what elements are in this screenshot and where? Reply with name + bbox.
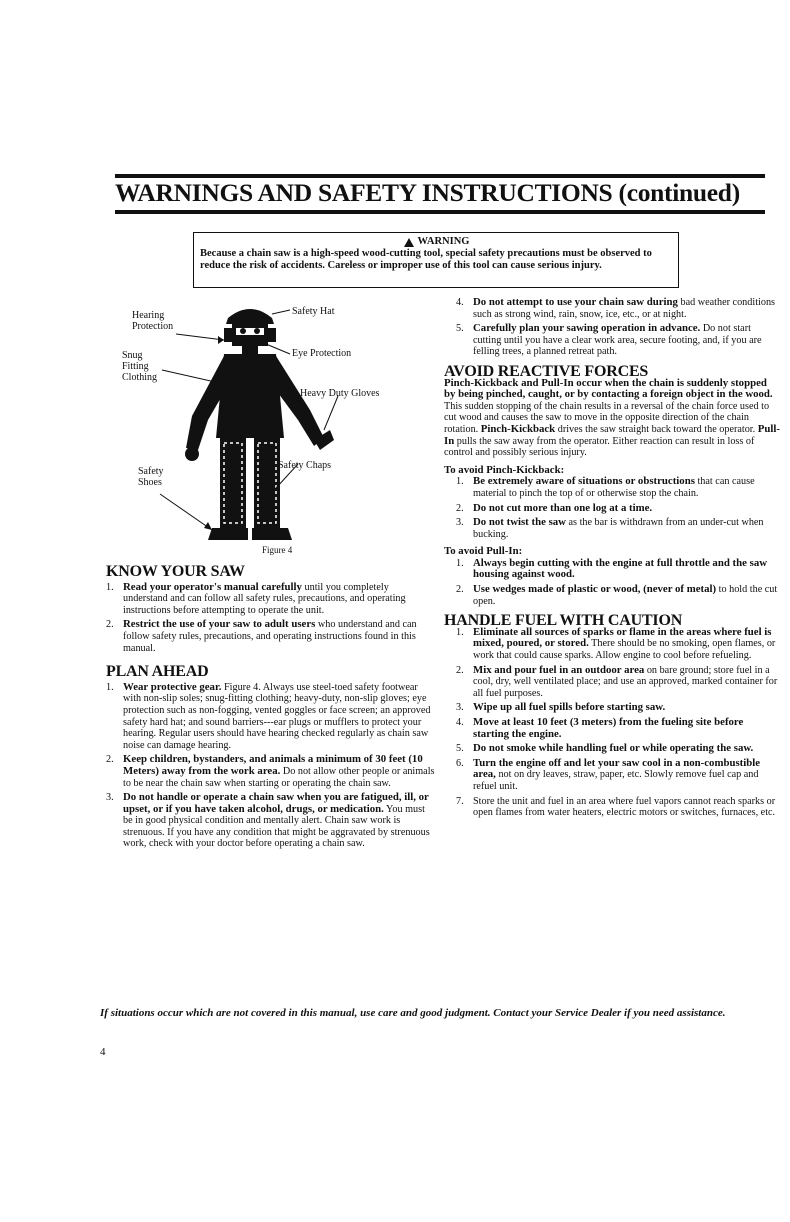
item-number: 7.	[456, 795, 464, 807]
item-number: 1.	[106, 681, 114, 693]
item-text: that can cause material to pinch the top of or otherwise stop the chain.	[473, 476, 755, 499]
item-lead: Do not cut more than one log at a time.	[473, 501, 653, 514]
item-number: 4.	[456, 717, 464, 728]
reactive-forces-paragraph	[444, 378, 780, 459]
plan-ahead-list	[106, 682, 436, 850]
handle-fuel-heading: HANDLE FUEL WITH CAUTION	[444, 612, 683, 630]
pull-in-heading: To avoid Pull-In:	[444, 545, 523, 558]
item-number: 5.	[456, 323, 464, 335]
item-number: 2.	[456, 664, 464, 676]
list-item	[456, 796, 780, 819]
item-text: until you completely understand and can follow all safety rules, precautions, and operating instructions before attempting to operate the unit.	[123, 581, 406, 616]
item-lead: Eliminate all sources of sparks or flame in the areas where fuel is mixed, poured, or stored.	[473, 625, 772, 650]
label-eye-protection: Eye Protection	[292, 348, 352, 359]
item-number: 2.	[106, 754, 114, 766]
item-lead: Read your operator's manual carefully	[123, 580, 302, 593]
item-number: 2.	[106, 619, 114, 631]
item-number: 1.	[456, 626, 464, 638]
left-shoe-shape	[208, 528, 248, 540]
reactive-text-4: Either reaction can result in loss of control and possibly serious injury.	[444, 435, 755, 459]
item-text: Do not allow other people or animals to be near the chain saw when starting or operating the chain saw.	[123, 765, 435, 789]
item-lead: Use wedges made of plastic or wood, (never of metal)	[473, 583, 717, 596]
item-lead: Always begin cutting with the engine at full throttle and the saw housing against wood.	[473, 556, 768, 581]
list-item	[106, 619, 436, 654]
hard-hat-shape	[226, 309, 274, 324]
item-lead: Do not handle or operate a chain saw when you are fatigued, ill, or upset, or if you have taken alcohol, drugs, or medication.	[123, 791, 429, 815]
item-lead: Be extremely aware of situations or obstructions	[473, 475, 695, 488]
list-item	[456, 743, 780, 755]
item-lead: Wear protective gear.	[123, 680, 222, 693]
figure-caption: Figure 4	[262, 545, 293, 555]
plan-ahead-heading: PLAN AHEAD	[106, 663, 209, 681]
item-lead: Turn the engine off and let your saw cool in a non-combustible area,	[473, 756, 761, 781]
item-lead: Move at least 10 feet (3 meters) from the fueling site before starting the engine.	[473, 716, 744, 740]
warning-triangle-icon	[404, 238, 414, 247]
item-number: 5.	[456, 743, 464, 755]
know-your-saw-heading: KNOW YOUR SAW	[106, 563, 245, 580]
label-safety-hat: Safety Hat	[292, 306, 335, 317]
item-text: who understand and can follow safety rules, precautions, and operating instructions found in this manual.	[123, 619, 417, 654]
right-column	[444, 297, 780, 822]
left-column	[106, 563, 436, 853]
item-lead: Wipe up all fuel spills before starting saw.	[473, 701, 666, 714]
know-your-saw-list	[106, 582, 436, 655]
list-item	[456, 717, 780, 740]
item-lead: Do not smoke while handling fuel or while operating the saw.	[473, 742, 754, 755]
warning-heading: WARNING	[417, 236, 470, 247]
avoid-reactive-forces-heading: AVOID REACTIVE FORCES	[444, 362, 649, 380]
reactive-text-3: pulls the saw away from the operator.	[454, 435, 610, 447]
item-number: 3.	[456, 517, 464, 529]
item-text: not on dry leaves, straw, paper, etc. Slowly remove fuel cap and refuel unit.	[473, 769, 759, 792]
planning-continued-list	[456, 297, 780, 358]
list-item	[456, 758, 780, 793]
warning-text: Because a chain saw is a high-speed wood-cutting tool, special safety precautions must be observed to reduce the risk of accidents. Careless or improper use of this tool can cause serious injury.	[200, 248, 652, 272]
list-item	[456, 476, 780, 499]
pinch-kickback-list	[456, 476, 780, 540]
list-item	[456, 665, 780, 700]
list-item	[456, 323, 780, 358]
item-number: 2.	[456, 502, 464, 514]
list-item	[456, 584, 780, 607]
item-lead: Restrict the use of your saw to adult users	[123, 618, 316, 631]
list-item	[456, 503, 780, 515]
item-number: 3.	[456, 702, 464, 714]
item-text: as the bar is withdrawn from an under-cut when bucking.	[473, 517, 764, 540]
reactive-text: This sudden stopping of the chain results in a reversal of the chain force used to cut wood and causes the saw to move in the opposite direction of the chain rotation.	[444, 400, 770, 435]
figure-4	[120, 298, 450, 560]
item-lead: Do not twist the saw	[473, 516, 566, 529]
list-item	[106, 682, 436, 752]
item-lead: Mix and pour fuel in an outdoor area	[473, 663, 645, 676]
label-heavy-duty-gloves: Heavy Duty Gloves	[300, 388, 380, 399]
item-lead: Do not attempt to use your chain saw during	[473, 296, 678, 308]
item-number: 1.	[456, 557, 464, 569]
warning-box	[193, 232, 679, 288]
list-item	[456, 297, 780, 320]
pinch-kickback-heading: To avoid Pinch-Kickback:	[444, 463, 565, 476]
page-title: WARNINGS AND SAFETY INSTRUCTIONS (continued)	[115, 178, 740, 207]
item-number: 1.	[456, 476, 464, 488]
item-number: 6.	[456, 757, 464, 769]
footer-note: If situations occur which are not covered in this manual, use care and good judgment. Contact your Service Dealer if you need assistance.	[100, 1007, 726, 1019]
reactive-lead: Pinch-Kickback and Pull-In occur when the chain is suddenly stopped by being pinched, caught, or by contacting a foreign object in the wood.	[444, 376, 773, 401]
item-text: Figure 4. Always use steel-toed safety footwear with non-slip soles; snug-fitting clothing; heavy-duty, non-slip gloves; eye protection such as non-fogging, vented goggles or face screen; an approved safety hard hat; and sound barriers---ear plugs or mufflers to protect your hearing. Regular users should have hearing checked regularly as chain saw noise can damage hearing.	[123, 681, 431, 751]
page-number: 4	[100, 1046, 106, 1058]
label-hearing-protection: Hearing Protection	[132, 310, 174, 332]
item-number: 1.	[106, 581, 114, 593]
list-item	[456, 558, 780, 581]
label-snug-fitting-clothing: Snug Fitting Clothing	[122, 350, 158, 383]
reactive-lead-2: Pinch-Kickback	[480, 422, 556, 435]
item-text: Store the unit and fuel in an area where fuel vapors cannot reach sparks or open flames from water heaters, electric motors or switches, furnaces, etc.	[473, 795, 776, 819]
list-item	[106, 754, 436, 789]
item-text: to hold the cut open.	[473, 584, 778, 607]
warning-heading-row	[200, 236, 673, 248]
list-item	[456, 517, 780, 540]
handle-fuel-list	[456, 627, 780, 819]
list-item	[106, 582, 436, 617]
item-text: on bare ground; store fuel in a cool, dry, well ventilated place; and use an approved, marked container for all fuel purposes.	[473, 664, 778, 699]
list-item	[456, 627, 780, 662]
item-text: You must be in good physical condition and mentally alert. Chain saw work is strenuous. If you have any condition that might be aggravated by strenuous work, check with your doctor before operating a chain saw.	[123, 803, 430, 850]
item-text: Do not start cutting until you have a clear work area, secure footing, and, if you are felling trees, a planned retreat path.	[473, 323, 762, 358]
item-text: There should be no smoking, open flames, or work that could cause sparks. Allow engine to cool before refueling.	[473, 638, 776, 662]
item-number: 3.	[106, 792, 114, 804]
item-text: bad weather conditions such as strong wind, rain, snow, ice, etc., or at night.	[473, 297, 776, 320]
list-item	[106, 792, 436, 850]
item-lead: Carefully plan your sawing operation in advance.	[473, 322, 701, 335]
safety-gear-figure	[120, 298, 450, 548]
label-safety-shoes: Safety Shoes	[138, 466, 164, 488]
item-lead: Keep children, bystanders, and animals a minimum of 30 feet (10 Meters) away from the work area.	[123, 753, 423, 777]
item-number: 4.	[456, 297, 464, 308]
reactive-text-2: drives the saw straight back toward the operator.	[555, 423, 756, 435]
title-rule-bottom	[115, 210, 765, 214]
reactive-lead-3: Pull-In	[444, 422, 780, 447]
list-item	[456, 702, 780, 714]
right-shoe-shape	[252, 528, 292, 540]
item-number: 2.	[456, 584, 464, 596]
pull-in-list	[456, 558, 780, 607]
label-safety-chaps: Safety Chaps	[278, 460, 332, 471]
